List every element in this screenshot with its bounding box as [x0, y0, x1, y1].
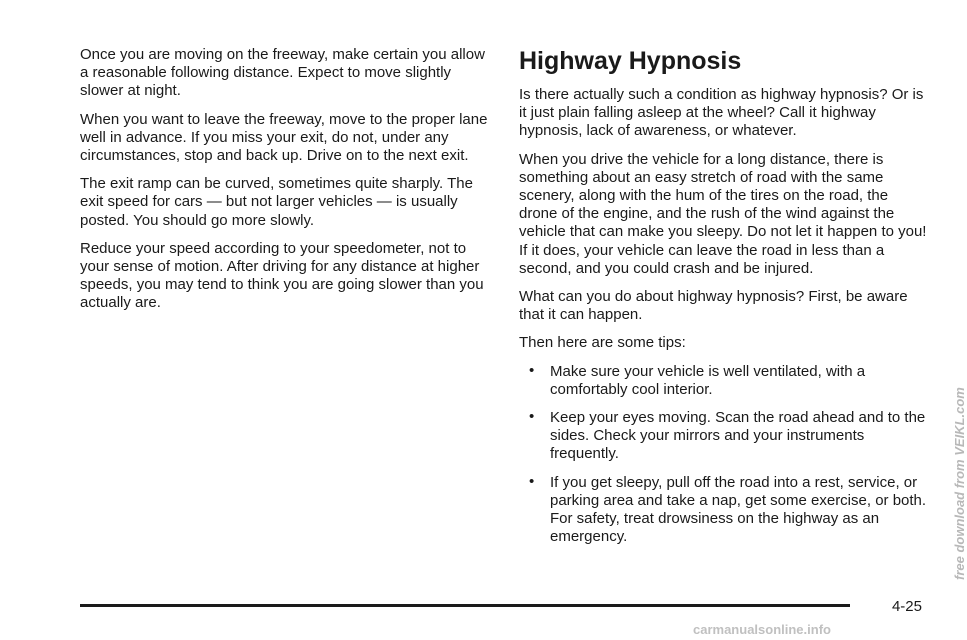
paragraph-reduce-speed: Reduce your speed according to your speedometer, not to your sense of motion. After driving for any distance at higher speeds, you may tend to think you are going slower than you actually are. — [80, 239, 484, 312]
bullet-icon: • — [529, 408, 535, 426]
paragraph-exit-ramp: The exit ramp can be curved, sometimes quite sharply. The exit speed for cars — but not larger vehicles — is usually posted. You should go more slowly. — [80, 175, 473, 229]
tips-list — [519, 363, 929, 547]
page-number: 4-25 — [891, 598, 922, 615]
side-watermark — [930, 340, 967, 580]
bullet-icon: • — [529, 472, 535, 490]
tip-text: If you get sleepy, pull off the road into a rest, service, or parking area and take a nap, get some exercise, or both. For safety, treat drowsiness on the highway as an emergency. — [550, 473, 927, 546]
list-item — [519, 474, 929, 547]
bottom-watermark: carmanualsonline.info — [693, 622, 831, 637]
right-column — [519, 46, 929, 556]
paragraph-tips-intro: Then here are some tips: — [519, 334, 686, 352]
paragraph-what-can-you-do: What can you do about highway hypnosis? First, be aware that it can happen. — [519, 288, 908, 324]
section-heading: Highway Hypnosis — [519, 47, 742, 75]
tip-text: Make sure your vehicle is well ventilated, with a comfortably cool interior. — [550, 362, 866, 398]
side-watermark-text: free download from VEIKL.com — [952, 387, 967, 580]
paragraph-long-distance: When you drive the vehicle for a long distance, there is something about an easy stretch of road with the same scenery, along with the hum of the tires on the road, the drone of the engine, and the rush of the wind against the vehicle that can make you sleepy. Do not let it happen to you! If it does, your vehicle can leave the road in less than a second, and you could crash and be injured. — [519, 150, 927, 277]
left-column — [80, 46, 490, 323]
paragraph-intro: Is there actually such a condition as highway hypnosis? Or is it just plain falling asleep at the wheel? Call it highway hypnosis, lack of awareness, or whatever. — [519, 86, 924, 140]
bullet-icon: • — [529, 361, 535, 379]
tip-text: Keep your eyes moving. Scan the road ahead and to the sides. Check your mirrors and your instruments frequently. — [550, 409, 926, 463]
paragraph-following-distance: Once you are moving on the freeway, make certain you allow a reasonable following distance. Expect to move slightly slower at night. — [80, 46, 485, 100]
list-item — [519, 363, 929, 399]
list-item — [519, 409, 929, 464]
paragraph-leaving-freeway: When you want to leave the freeway, move to the proper lane well in advance. If you miss your exit, do not, under any circumstances, stop and back up. Drive on to the next exit. — [80, 110, 488, 165]
footer-rule — [80, 604, 850, 607]
